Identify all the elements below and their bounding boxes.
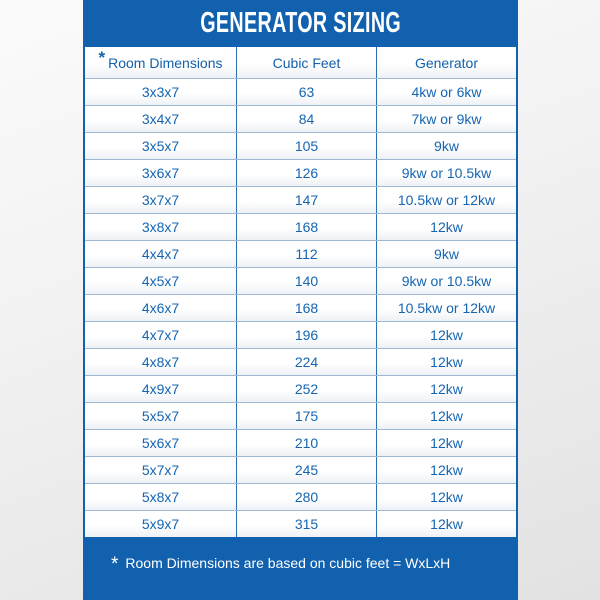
room-dimensions-cell: 5x6x7 <box>85 430 236 456</box>
generator-cell: 12kw <box>376 457 516 483</box>
cubic-feet-cell: 224 <box>236 349 376 375</box>
generator-cell: 12kw <box>376 511 516 537</box>
room-dimensions-cell: 3x3x7 <box>85 79 236 105</box>
table-row <box>85 186 516 213</box>
cubic-feet-cell: 112 <box>236 241 376 267</box>
table-row <box>85 375 516 402</box>
room-dimensions-cell: 4x4x7 <box>85 241 236 267</box>
cubic-feet-cell: 196 <box>236 322 376 348</box>
cubic-feet-cell: 245 <box>236 457 376 483</box>
sizing-table <box>85 47 516 537</box>
generator-cell: 12kw <box>376 214 516 240</box>
room-dimensions-cell: 3x7x7 <box>85 187 236 213</box>
generator-cell: 9kw or 10.5kw <box>376 160 516 186</box>
table-row <box>85 240 516 267</box>
column-header-generator <box>376 47 516 78</box>
cubic-feet-cell: 252 <box>236 376 376 402</box>
footnote-band <box>83 537 518 600</box>
table-row <box>85 483 516 510</box>
page-title: GENERATOR SIZING <box>200 7 401 39</box>
cubic-feet-cell: 210 <box>236 430 376 456</box>
room-dimensions-cell: 3x6x7 <box>85 160 236 186</box>
table-row <box>85 267 516 294</box>
table-row <box>85 159 516 186</box>
cubic-feet-cell: 140 <box>236 268 376 294</box>
table-header-row <box>85 47 516 78</box>
table-row <box>85 429 516 456</box>
room-dimensions-cell: 3x4x7 <box>85 106 236 132</box>
footnote-text: Room Dimensions are based on cubic feet = WxLxH <box>125 555 451 571</box>
generator-cell: 12kw <box>376 322 516 348</box>
table-row <box>85 402 516 429</box>
column-header-room-dimensions <box>85 47 236 78</box>
generator-cell: 12kw <box>376 403 516 429</box>
column-header-label: Generator <box>414 54 479 71</box>
table-row <box>85 294 516 321</box>
generator-sizing-panel <box>83 0 518 600</box>
room-dimensions-cell: 4x6x7 <box>85 295 236 321</box>
generator-cell: 12kw <box>376 376 516 402</box>
generator-cell: 9kw <box>376 241 516 267</box>
room-dimensions-cell: 4x9x7 <box>85 376 236 402</box>
column-header-label: Room Dimensions <box>108 54 223 71</box>
generator-cell: 12kw <box>376 349 516 375</box>
table-row <box>85 348 516 375</box>
table-row <box>85 456 516 483</box>
room-dimensions-cell: 3x5x7 <box>85 133 236 159</box>
cubic-feet-cell: 168 <box>236 295 376 321</box>
generator-cell: 10.5kw or 12kw <box>376 295 516 321</box>
room-dimensions-cell: 4x5x7 <box>85 268 236 294</box>
table-row <box>85 510 516 537</box>
room-dimensions-cell: 5x8x7 <box>85 484 236 510</box>
generator-cell: 9kw <box>376 133 516 159</box>
cubic-feet-cell: 147 <box>236 187 376 213</box>
cubic-feet-cell: 105 <box>236 133 376 159</box>
asterisk-marker: * <box>98 47 106 67</box>
table-row <box>85 321 516 348</box>
table-row <box>85 78 516 105</box>
table-row <box>85 105 516 132</box>
room-dimensions-cell: 5x5x7 <box>85 403 236 429</box>
cubic-feet-cell: 175 <box>236 403 376 429</box>
generator-cell: 12kw <box>376 430 516 456</box>
title-band <box>83 0 518 47</box>
column-header-label: Cubic Feet <box>272 54 341 71</box>
generator-cell: 4kw or 6kw <box>376 79 516 105</box>
table-row <box>85 132 516 159</box>
room-dimensions-cell: 3x8x7 <box>85 214 236 240</box>
room-dimensions-cell: 4x7x7 <box>85 322 236 348</box>
cubic-feet-cell: 84 <box>236 106 376 132</box>
cubic-feet-cell: 63 <box>236 79 376 105</box>
column-header-cubic-feet <box>236 47 376 78</box>
generator-cell: 10.5kw or 12kw <box>376 187 516 213</box>
generator-cell: 12kw <box>376 484 516 510</box>
asterisk-marker: * <box>111 554 119 575</box>
cubic-feet-cell: 315 <box>236 511 376 537</box>
cubic-feet-cell: 126 <box>236 160 376 186</box>
generator-cell: 7kw or 9kw <box>376 106 516 132</box>
generator-cell: 9kw or 10.5kw <box>376 268 516 294</box>
room-dimensions-cell: 5x9x7 <box>85 511 236 537</box>
table-body <box>85 78 516 537</box>
room-dimensions-cell: 4x8x7 <box>85 349 236 375</box>
cubic-feet-cell: 280 <box>236 484 376 510</box>
cubic-feet-cell: 168 <box>236 214 376 240</box>
table-row <box>85 213 516 240</box>
room-dimensions-cell: 5x7x7 <box>85 457 236 483</box>
